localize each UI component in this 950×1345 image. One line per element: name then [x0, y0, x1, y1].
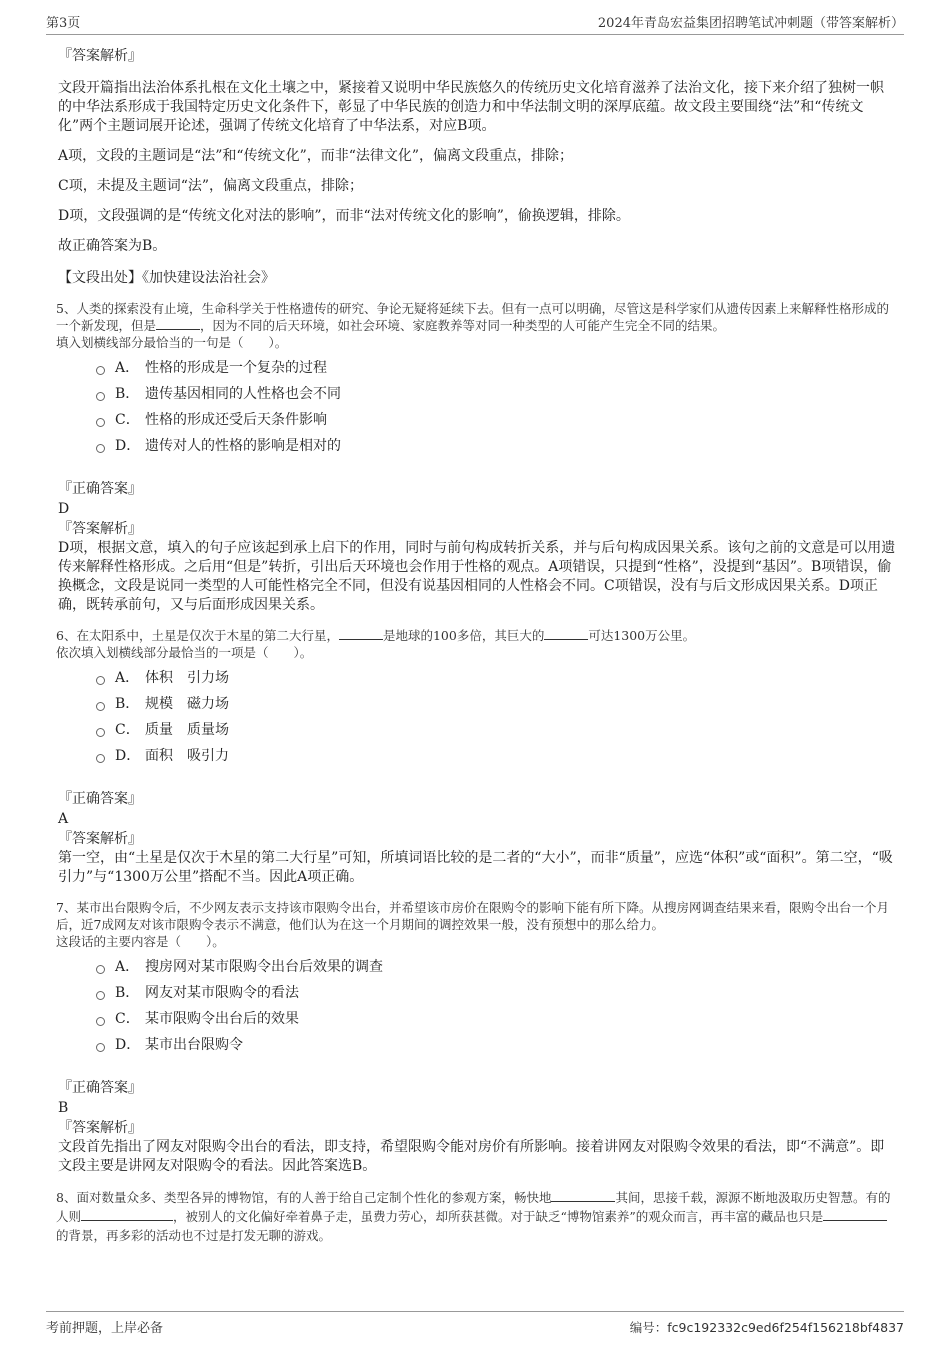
- q7-analysis-text: 文段首先指出了网友对限购令出台的看法，即支持，希望限购令能对房价有所影响。接着讲网友对限购令效果的看法，即“不满意”。即文段主要是讲网友对限购令的看法。因此答案选B。: [58, 1139, 885, 1174]
- page-footer: [46, 1311, 904, 1336]
- q5-stem: [56, 300, 896, 334]
- q4-analysis-text: 文段开篇指出法治体系扎根在文化土壤之中，紧接着又说明中华民族悠久的传统历史文化培育滋养了法治文化，接下来介绍了独树一帜的中华法系形成于我国特定历史文化条件下，彰显了中华民族的创造力和中华法制文明的深厚底蕴。故文段主要围绕“法”和“传统文化”两个主题词展开论述，强调了传统文化培育了中华法系，对应B项。: [58, 80, 884, 134]
- q5-blank: [156, 329, 200, 330]
- q4-analysis-label: 『答案解析』: [58, 48, 142, 64]
- q5-stem-part-b: ，因为不同的后天环境，如社会环境、家庭教养等对同一种类型的人可能产生完全不同的结果。: [200, 318, 726, 333]
- q5-option-c[interactable]: C． 性格的形成还受后天条件影响: [96, 407, 896, 433]
- radio-icon[interactable]: [96, 1017, 105, 1026]
- q7-option-d[interactable]: D． 某市出台限购令: [96, 1032, 896, 1058]
- q6-blank-2: [544, 639, 588, 640]
- question-8: [56, 1188, 896, 1245]
- radio-icon[interactable]: [96, 366, 105, 375]
- q4-note-c: C项，未提及主题词“法”，偏离文段重点，排除；: [58, 178, 364, 194]
- radio-icon[interactable]: [96, 991, 105, 1000]
- q5-analysis-label: 『答案解析』: [58, 521, 142, 537]
- q5-options: [96, 355, 896, 459]
- question-7: [56, 899, 896, 1176]
- q7-options: [96, 954, 896, 1058]
- q8-blank-2: [81, 1220, 173, 1221]
- q6-analysis-label: 『答案解析』: [58, 831, 142, 847]
- q6-analysis-text: 第一空，由“土星是仅次于木星的第二大行星”可知，所填词语比较的是二者的“大小”，而非“质量”，应选“体积”或“面积”。第二空，“吸引力”与“1300万公里”搭配不当。因此A项正确。: [58, 850, 893, 885]
- q5-option-a[interactable]: A． 性格的形成是一个复杂的过程: [96, 355, 896, 381]
- q4-source: 【文段出处】《加快建设法治社会》: [58, 270, 275, 286]
- q6-option-c[interactable]: C． 质量 质量场: [96, 717, 896, 743]
- q5-option-d[interactable]: D． 遗传对人的性格的影响是相对的: [96, 433, 896, 459]
- q5-answer: D: [58, 501, 70, 517]
- q7-answer-label: 『正确答案』: [58, 1080, 142, 1096]
- q4-analysis-block: [56, 46, 896, 288]
- q5-prompt: 填入划横线部分最恰当的一句是（ ）。: [56, 335, 288, 350]
- q6-answer: A: [58, 811, 69, 827]
- q4-conclusion: 故正确答案为B。: [58, 238, 167, 254]
- question-5: [56, 300, 896, 615]
- radio-icon[interactable]: [96, 702, 105, 711]
- radio-icon[interactable]: [96, 444, 105, 453]
- radio-icon[interactable]: [96, 965, 105, 974]
- q7-prompt: 这段话的主要内容是（ ）。: [56, 934, 225, 949]
- document-code: 编号：fc9c192332c9ed6f254f156218bf4837: [629, 1320, 904, 1335]
- radio-icon[interactable]: [96, 1043, 105, 1052]
- page-number: 第3页: [46, 16, 81, 31]
- q7-analysis-label: 『答案解析』: [58, 1120, 142, 1136]
- document-title: 2024年青岛宏益集团招聘笔试冲刺题（带答案解析）: [597, 16, 904, 31]
- q5-answer-label: 『正确答案』: [58, 481, 142, 497]
- q8-blank-3: [823, 1220, 887, 1221]
- radio-icon[interactable]: [96, 754, 105, 763]
- q6-option-a[interactable]: A． 体积 引力场: [96, 665, 896, 691]
- q5-option-b[interactable]: B． 遗传基因相同的人性格也会不同: [96, 381, 896, 407]
- q6-answer-label: 『正确答案』: [58, 791, 142, 807]
- q6-options: [96, 665, 896, 769]
- q7-answer: B: [58, 1100, 69, 1116]
- q7-option-a[interactable]: A． 搜房网对某市限购令出台后效果的调查: [96, 954, 896, 980]
- q8-stem: 8、面对数量众多、类型各异的博物馆，有的人善于给自己定制个性化的参观方案，畅快地 其间，思接千载，源源不断地汲取历史智慧。有的人则 ，被别人的文化偏好牵着鼻子走，虽费力劳心，却所获甚微。对于缺乏“博物馆素养”的观众而言，再丰富的藏品也只是的背景，再多彩的活动也不过是打发无聊的游戏。: [56, 1190, 891, 1243]
- q5-stem-part-a: 5、人类的探索没有止境，生命科学关于性格遗传的研究、争论无疑将延续下去。但有一点可以明确，尽管这是科学家们从遗传因素上来解释性格形成的一个新发现，但是: [56, 301, 889, 333]
- footer-slogan: 考前押题，上岸必备: [46, 1321, 164, 1336]
- radio-icon[interactable]: [96, 418, 105, 427]
- q4-note-a: A项，文段的主题词是“法”和“传统文化”，而非“法律文化”，偏离文段重点，排除；: [58, 148, 574, 164]
- q6-blank-1: [339, 639, 383, 640]
- page-content: [56, 44, 896, 1245]
- radio-icon[interactable]: [96, 728, 105, 737]
- q6-stem: 6、在太阳系中，土星是仅次于木星的第二大行星， 是地球的100多倍，其巨大的 可达1300万公里。: [56, 628, 696, 643]
- q4-note-d: D项，文段强调的是“传统文化对法的影响”，而非“法对传统文化的影响”，偷换逻辑，排除。: [58, 208, 630, 224]
- q8-blank-1: [551, 1201, 615, 1202]
- q7-option-c[interactable]: C． 某市限购令出台后的效果: [96, 1006, 896, 1032]
- q6-option-d[interactable]: D． 面积 吸引力: [96, 743, 896, 769]
- page-header: [46, 12, 904, 35]
- radio-icon[interactable]: [96, 676, 105, 685]
- q6-option-b[interactable]: B． 规模 磁力场: [96, 691, 896, 717]
- q7-stem: 7、某市出台限购令后，不少网友表示支持该市限购令出台，并希望该市房价在限购令的影响下能有所下降。从搜房网调查结果来看，限购令出台一个月后，近7成网友对该市限购令表示不满意，他们认为在这一个月期间的调控效果一般，没有预想中的那么给力。: [56, 900, 889, 932]
- q7-option-b[interactable]: B． 网友对某市限购令的看法: [96, 980, 896, 1006]
- q6-prompt: 依次填入划横线部分最恰当的一项是（ ）。: [56, 645, 313, 660]
- radio-icon[interactable]: [96, 392, 105, 401]
- question-6: [56, 627, 896, 887]
- q5-analysis-text: D项，根据文意，填入的句子应该起到承上启下的作用，同时与前句构成转折关系，并与后句构成因果关系。该句之前的文意是可以用遗传来解释性格形成。之后用“但是”转折，引出后天环境也会作用于性格的观点。A项错误，只提到“性格”，没提到“基因”。B项错误，偷换概念，文段是说同一类型的人可能性格完全不同，但没有说基因相同的人性格会不同。C项错误，没有与后文形成因果关系。D项正确，既转承前句，又与后面形成因果关系。: [58, 540, 896, 613]
